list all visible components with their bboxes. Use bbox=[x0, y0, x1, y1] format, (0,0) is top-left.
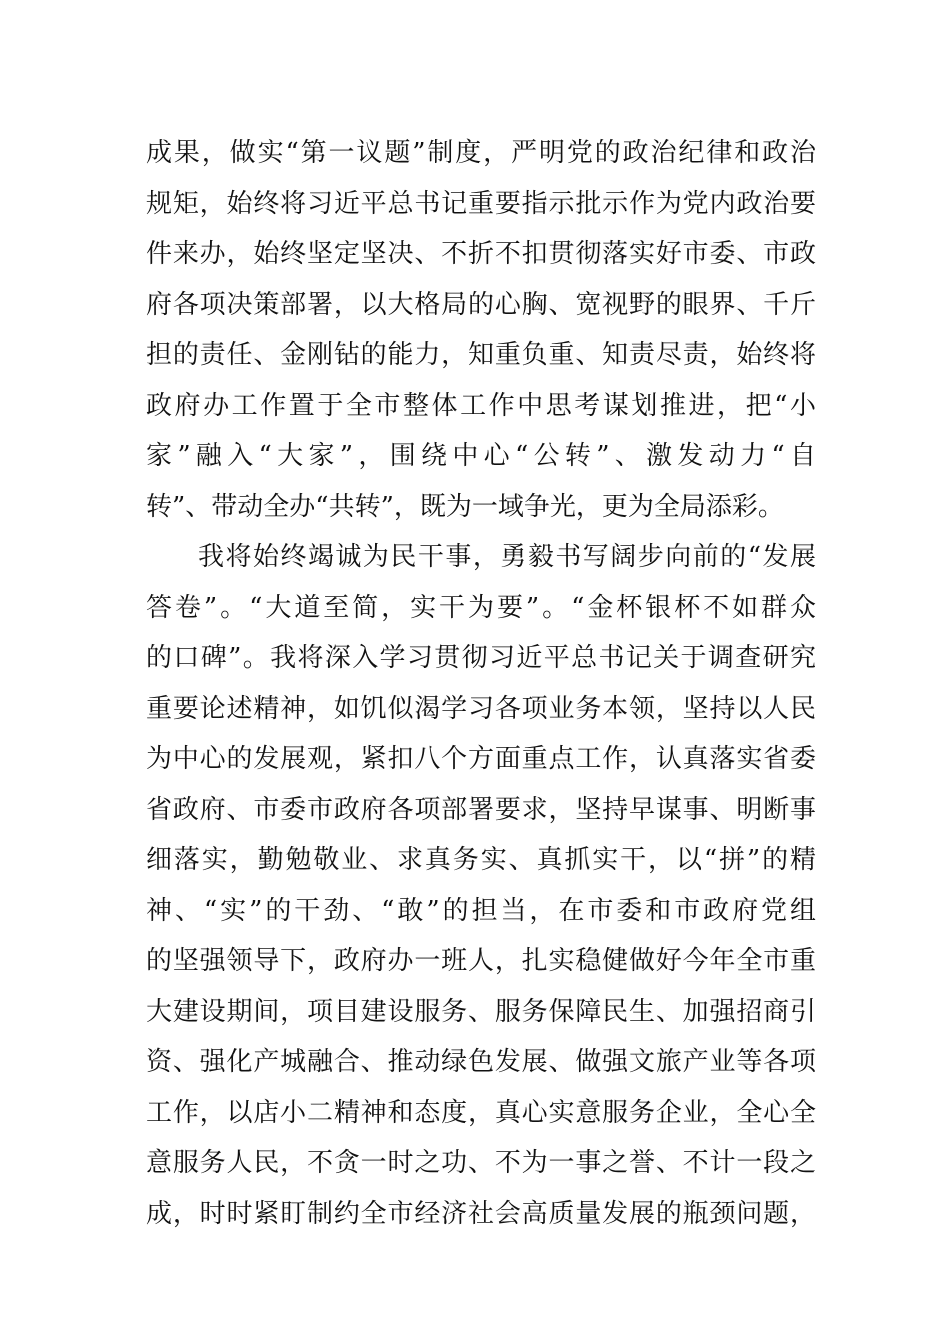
text-line: 意服务人民，不贪一时之功、不为一事之誉、不计一段之 bbox=[146, 1148, 816, 1178]
text-line: 件来办，始终坚定坚决、不折不扣贯彻落实好市委、市政 bbox=[146, 239, 816, 269]
text-line: 大建设期间，项目建设服务、服务保障民生、加强招商引 bbox=[146, 996, 816, 1027]
text-line: 答卷”。“大道至简，实干为要”。“金杯银杯不如群众 bbox=[146, 592, 816, 623]
text-line: 家”融入“大家”，围绕中心“公转”、激发动力“自 bbox=[146, 441, 816, 471]
text-line: 省政府、市委市政府各项部署要求，坚持早谋事、明断事 bbox=[146, 794, 816, 825]
text-line: 担的责任、金刚钻的能力，知重负重、知责尽责，始终将 bbox=[146, 340, 816, 370]
text-line: 转”、带动全办“共转”，既为一域争光，更为全局添彩。 bbox=[146, 491, 784, 522]
text-line: 的口碑”。我将深入学习贯彻习近平总书记关于调查研究 bbox=[146, 643, 816, 673]
text-line: 成，时时紧盯制约全市经济社会高质量发展的瓶颈问题， bbox=[146, 1198, 816, 1229]
body-text bbox=[146, 128, 816, 1239]
text-line: 规矩，始终将习近平总书记重要指示批示作为党内政治要 bbox=[146, 188, 816, 219]
paragraph-first-line: 我将始终竭诚为民干事，勇毅书写阔步向前的“发展 bbox=[198, 542, 816, 572]
text-line: 政府办工作置于全市整体工作中思考谋划推进，把“小 bbox=[146, 390, 816, 421]
text-line: 重要论述精神，如饥似渴学习各项业务本领，坚持以人民 bbox=[146, 693, 816, 724]
text-line: 资、强化产城融合、推动绿色发展、做强文旅产业等各项 bbox=[146, 1047, 816, 1077]
text-line: 工作，以店小二精神和态度，真心实意服务企业，全心全 bbox=[146, 1097, 816, 1128]
text-line: 府各项决策部署，以大格局的心胸、宽视野的眼界、千斤 bbox=[146, 289, 816, 320]
text-line: 为中心的发展观，紧扣八个方面重点工作，认真落实省委 bbox=[146, 744, 816, 774]
text-line: 细落实，勤勉敬业、求真务实、真抓实干，以“拼”的精 bbox=[146, 845, 816, 875]
text-line: 神、“实”的干劲、“敢”的担当，在市委和市政府党组 bbox=[146, 895, 816, 926]
text-line: 成果，做实“第一议题”制度，严明党的政治纪律和政治 bbox=[146, 138, 816, 168]
text-line: 的坚强领导下，政府办一班人，扎实稳健做好今年全市重 bbox=[146, 946, 816, 976]
